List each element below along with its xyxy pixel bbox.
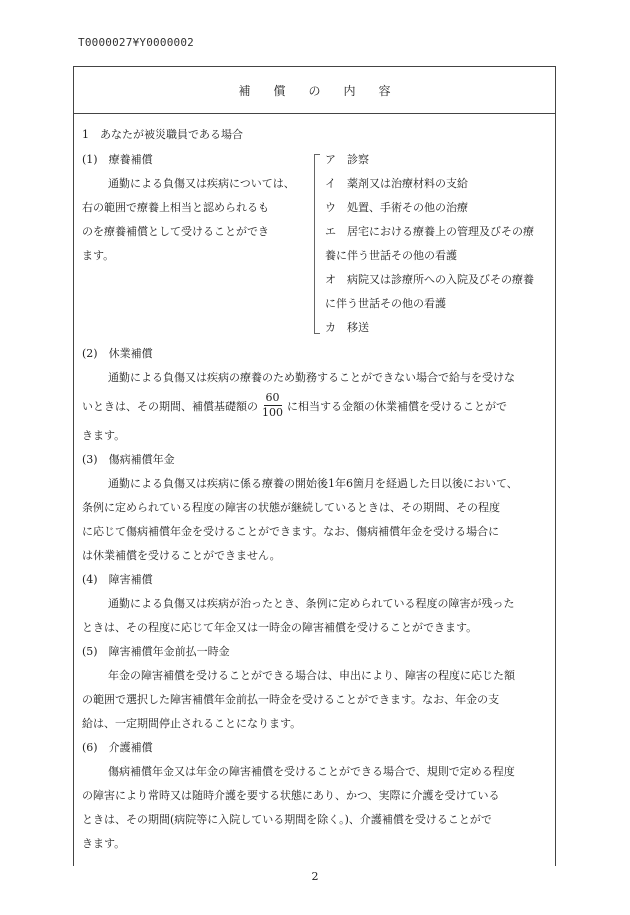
section-1-body xyxy=(82,148,547,340)
section-heading-6: (6) 介護補償 xyxy=(82,741,153,754)
section-1-items xyxy=(319,148,547,340)
document-id: T0000027¥Y0000002 xyxy=(78,36,194,49)
fraction-denominator: 100 xyxy=(262,405,283,419)
text-line: 給は、一定期間停止されることになります。 xyxy=(82,717,302,730)
text-line: きます。 xyxy=(82,837,126,850)
bracket-divider xyxy=(314,154,315,334)
page-title: 補償の内容 xyxy=(238,83,414,98)
text-line: の範囲で選択した障害補償年金前払一時金を受けることができます。なお、年金の支 xyxy=(82,693,500,706)
text-line: に応じて傷病補償年金を受けることができます。なお、傷病補償年金を受ける場合に xyxy=(82,525,500,538)
text-line: のを療養補償として受けることができ xyxy=(82,225,269,238)
text-line: の障害により常時又は随時介護を要する状態にあり、かつ、実際に介護を受けている xyxy=(82,789,500,802)
text-line: 通勤による負傷又は疾病に係る療養の開始後1年6箇月を経過した日以後において、 xyxy=(108,477,518,490)
fraction-numerator: 60 xyxy=(265,390,280,404)
list-item: 養に伴う世話その他の看護 xyxy=(325,249,457,262)
text-line: 右の範囲で療養上相当と認められるも xyxy=(82,201,269,214)
list-item: ア 診察 xyxy=(325,153,369,166)
text-line: ときは、その期間(病院等に入院している期間を除く。)、介護補償を受けることがで xyxy=(82,813,492,826)
text-line: ます。 xyxy=(82,249,115,262)
text-line-with-fraction xyxy=(82,390,547,424)
content-frame xyxy=(73,66,556,866)
text-line: 年金の障害補償を受けることができる場合は、申出により、障害の程度に応じた額 xyxy=(108,669,515,682)
list-item: エ 居宅における療養上の管理及びその療 xyxy=(325,225,534,238)
text-line: ときは、その程度に応じて年金又は一時金の障害補償を受けることができます。 xyxy=(82,621,478,634)
text-line: 傷病補償年金又は年金の障害補償を受けることができる場合で、規則で定める程度 xyxy=(108,765,515,778)
text-fragment: に相当する金額の休業補償を受けることがで xyxy=(287,400,507,413)
section-1-description xyxy=(82,148,312,340)
list-item: ウ 処置、手術その他の治療 xyxy=(325,201,468,214)
page-number: 2 xyxy=(311,870,319,883)
list-item: イ 薬剤又は治療材料の支給 xyxy=(325,177,468,190)
text-line: は休業補償を受けることができません。 xyxy=(82,549,281,562)
text-line: 条例に定められている程度の障害の状態が継続しているときは、その期間、その程度 xyxy=(82,501,500,514)
section-heading-4: (4) 障害補償 xyxy=(82,573,153,586)
section-heading-2: (2) 休業補償 xyxy=(82,347,153,360)
case-heading: 1 あなたが被災職員である場合 xyxy=(82,128,243,141)
section-heading-3: (3) 傷病補償年金 xyxy=(82,453,175,466)
section-heading-1: (1) 療養補償 xyxy=(82,153,153,166)
list-item: カ 移送 xyxy=(325,321,369,334)
list-item: に伴う世話その他の看護 xyxy=(325,297,446,310)
fraction xyxy=(260,391,285,420)
title-row xyxy=(74,67,555,114)
text-line: 通勤による負傷又は疾病については、 xyxy=(108,177,295,190)
list-item: オ 病院又は診療所への入院及びその療養 xyxy=(325,273,534,286)
text-line: 通勤による負傷又は疾病の療養のため勤務することができない場合で給与を受けな xyxy=(108,371,515,384)
section-heading-5: (5) 障害補償年金前払一時金 xyxy=(82,645,230,658)
content-body xyxy=(74,114,555,856)
text-fragment: いときは、その期間、補償基礎額の xyxy=(82,400,258,413)
text-line: 通勤による負傷又は疾病が治ったとき、条例に定められている程度の障害が残った xyxy=(108,597,515,610)
text-line: きます。 xyxy=(82,429,126,442)
